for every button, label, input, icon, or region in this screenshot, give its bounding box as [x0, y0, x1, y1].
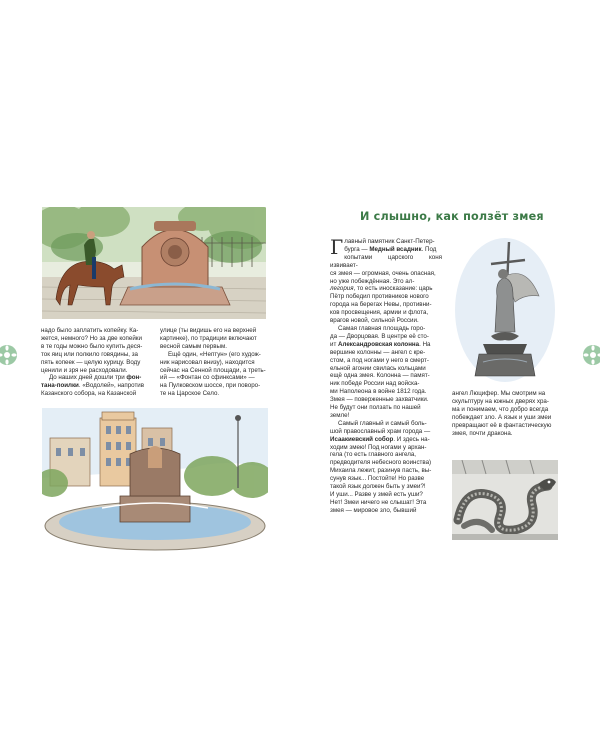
text-line: вершине колонны — ангел с кре- [330, 348, 426, 356]
text-line: картинке), по традиции включают [160, 334, 257, 342]
text-line: И уши... Разве у змей есть уши? [330, 491, 423, 498]
bold-term: Исаакиевский собор [330, 435, 394, 443]
text-line: Пётр победил противников нового [330, 293, 429, 301]
text-line: До наших дней дошли три фон- [49, 374, 142, 382]
text-line: ангел Люцифер. Мы смотрим на [452, 390, 546, 397]
drop-cap: Г [330, 235, 344, 259]
right-text-col2 [452, 390, 556, 437]
text-line: Михаила лежит, разинув пасть, вы- [330, 467, 432, 475]
text-line: сунув язык... Постойте! Но разве [330, 475, 425, 483]
text-line: ма и понимаем, что добро всегда [452, 405, 549, 413]
text-line: предводителя небесного воинства) [330, 459, 432, 467]
text-line: Не будут они ползать по нашей [330, 404, 421, 412]
text-line: стом, а под ногами у него в смерт- [330, 356, 429, 364]
text-line: ник нарисовал внизу), находится [160, 358, 255, 366]
text-line: ещё одна змея. Колонна — памят- [330, 372, 430, 380]
text-line: такой язык должен быть у змеи?! [330, 483, 426, 491]
text-line: змея, почти дракона. [452, 429, 513, 437]
text-line: ценили и зря не расходовали. [41, 366, 128, 374]
text-line: города на берегах Невы, противни- [330, 301, 432, 309]
text-line: да — Дворцовая. В центре её сто- [330, 332, 429, 340]
text-line: сейчас на Сенной площади, а треть- [160, 366, 266, 374]
text-line: бурга — Медный всадник. Под [344, 245, 437, 253]
text-line: врагов новой, сильной России. [330, 317, 419, 325]
bold-term: тана-поилки [41, 382, 79, 390]
text-line: шой православный храм города — [330, 427, 431, 435]
text-line: Главный памятник Санкт-Петер- [330, 235, 435, 259]
right-text-col1 [330, 235, 442, 515]
left-text-col1 [41, 327, 160, 398]
text-line: ит Александровская колонна. На [330, 340, 431, 348]
illustration-serpent-relief [452, 460, 558, 540]
bold-term: Александровская колонна [338, 340, 420, 348]
text-line: на Пулковском шоссе, при поворо- [160, 382, 261, 390]
right-rosette-ornament [582, 344, 600, 366]
text-line: ник победе России над войска- [330, 380, 420, 388]
text-line: Ещё один, «Нептун» (его худож- [168, 350, 261, 358]
text-line: гела (то есть главного ангела, [330, 451, 417, 459]
left-text-col2 [160, 327, 266, 398]
text-line: Исаакиевский собор. И здесь на- [330, 435, 430, 443]
text-line: тана-поилки. «Водолей», напротив [41, 382, 145, 390]
text-line: Самая главная площадь горо- [338, 324, 426, 332]
text-line: те на Царское Село. [160, 390, 220, 398]
text-line: змея — мировое зло, бывший [330, 506, 417, 514]
text-line: ся змея — огромная, очень опасная, [330, 269, 436, 277]
text-line: скульптуру на южных дверях хра- [452, 397, 549, 405]
bold-term: Медный всадник [369, 245, 422, 253]
text-line: ельной агонии свилась кольцами [330, 364, 426, 372]
illustration-alexander-column-angel [453, 236, 557, 384]
text-line: надо было заплатить копейку. Ка- [41, 327, 139, 334]
text-line: пять копеек — целую курицу. Воду [41, 358, 141, 366]
text-line: ий — «Фонтан со сфинксами» — [160, 374, 255, 382]
text-line: ток яиц или полкило говядины, за [41, 350, 138, 358]
illustration-neptune-fountain [42, 408, 268, 553]
text-line: жется, немного? Но за две копейки [41, 334, 142, 342]
text-line: ходим змею! Под ногами у архан- [330, 443, 427, 451]
illustration-vodolei-fountain [42, 207, 266, 319]
text-line: Самый главный и самый боль- [338, 419, 427, 427]
text-line: Змея — поверженные захватчики. [330, 396, 429, 404]
text-line: в те годы можно было купить деся- [41, 342, 143, 350]
text-line: весной самым первым. [160, 342, 227, 350]
text-line: но уже побеждённая. Это ал- [330, 277, 415, 285]
section-heading: И слышно, как ползёт змея [360, 210, 544, 223]
text-line: копытами царского коня извивает- [330, 253, 442, 269]
text-line: ков просвещения, армии и флота, [330, 309, 429, 317]
text-line: Казанского собора, на Казанской [41, 390, 137, 398]
text-line: побеждает зло. А язык и уши змеи [452, 413, 552, 421]
text-line: улице (ты видишь его на верхней [160, 327, 257, 334]
left-rosette-ornament [0, 344, 18, 366]
bold-term: фон- [126, 374, 142, 382]
text-line: ми Наполеона в войне 1812 года. [330, 388, 427, 396]
text-line: земле! [330, 411, 350, 419]
italic-term: легория [330, 285, 354, 293]
text-line: легория, то есть иносказание: царь [330, 285, 433, 293]
text-line: превращают её в фантастическую [452, 421, 552, 429]
text-line: Нет! Змеи ничего не слышат! Эта [330, 498, 427, 506]
